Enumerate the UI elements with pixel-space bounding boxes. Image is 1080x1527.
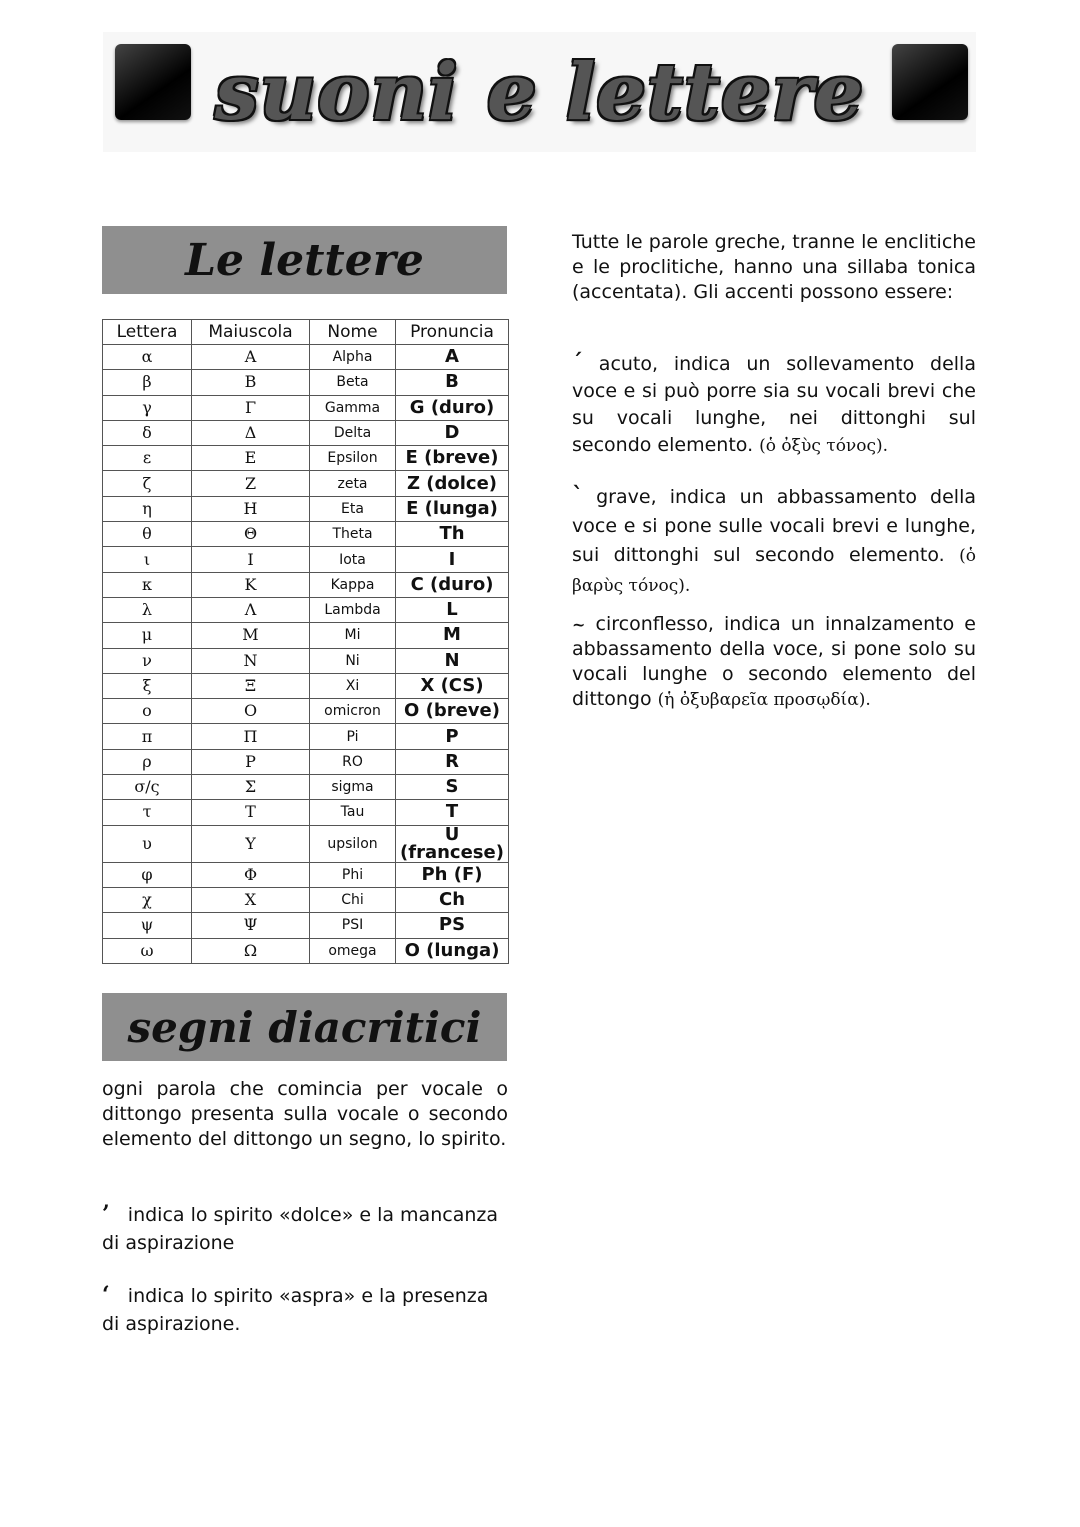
name-cell: omicron xyxy=(310,699,396,724)
table-row xyxy=(103,825,509,862)
name-cell: omega xyxy=(310,938,396,963)
lowercase-cell: γ xyxy=(103,395,192,420)
name-cell: Kappa xyxy=(310,572,396,597)
name-cell: Lambda xyxy=(310,597,396,622)
accent-acute xyxy=(572,350,976,460)
pronunciation-cell: Ch xyxy=(396,887,509,912)
accent-circumflex xyxy=(572,612,976,713)
smooth-breathing-icon: ’ xyxy=(102,1201,110,1227)
uppercase-cell: Χ xyxy=(192,887,310,912)
rough-breathing-icon: ‘ xyxy=(102,1282,110,1308)
lowercase-cell: ψ xyxy=(103,913,192,938)
lowercase-cell: φ xyxy=(103,862,192,887)
page-title: suoni e lettere xyxy=(214,46,865,138)
pronunciation-cell: P xyxy=(396,724,509,749)
table-row xyxy=(103,887,509,912)
pronunciation-cell: Ph (F) xyxy=(396,862,509,887)
table-row xyxy=(103,547,509,572)
lowercase-cell: θ xyxy=(103,522,192,547)
uppercase-cell: Θ xyxy=(192,522,310,547)
uppercase-cell: Τ xyxy=(192,800,310,825)
spirit-smooth xyxy=(102,1200,508,1257)
column-header: Nome xyxy=(310,320,396,345)
table-body xyxy=(103,345,509,964)
pronunciation-cell: E (lunga) xyxy=(396,496,509,521)
lowercase-cell: ξ xyxy=(103,673,192,698)
table-row xyxy=(103,648,509,673)
uppercase-cell: Ε xyxy=(192,446,310,471)
name-cell: Theta xyxy=(310,522,396,547)
diacritics-intro-block xyxy=(102,1077,508,1152)
table-row xyxy=(103,597,509,622)
name-cell: Gamma xyxy=(310,395,396,420)
accent-circumflex-greek: (ἡ ὀξυβαρεῖα προσῳδία). xyxy=(657,690,871,710)
uppercase-cell: Ν xyxy=(192,648,310,673)
spirit-smooth-text: indica lo spirito «dolce» e la mancanza di aspirazione xyxy=(102,1204,498,1254)
pronunciation-cell: I xyxy=(396,547,509,572)
accents-intro: Tutte le parole greche, tranne le enclitiche e le proclitiche, hanno una sillaba tonica (accentata). Gli accenti possono essere: xyxy=(572,231,976,303)
name-cell: PSI xyxy=(310,913,396,938)
lowercase-cell: χ xyxy=(103,887,192,912)
lowercase-cell: π xyxy=(103,724,192,749)
accent-grave-text: grave, indica un abbassamento della voce e si pone sulle vocali brevi e lunghe, sui dittonghi sul secondo elemento. xyxy=(572,486,977,566)
table-row xyxy=(103,496,509,521)
table-row xyxy=(103,913,509,938)
accent-grave-greek: (ὁ βαρὺς τόνος). xyxy=(572,546,976,596)
lowercase-cell: ν xyxy=(103,648,192,673)
uppercase-cell: Β xyxy=(192,370,310,395)
name-cell: Alpha xyxy=(310,345,396,370)
circumflex-accent-icon: ~ xyxy=(572,615,586,634)
name-cell: RO xyxy=(310,749,396,774)
lowercase-cell: δ xyxy=(103,420,192,445)
uppercase-cell: Ρ xyxy=(192,749,310,774)
table-row xyxy=(103,673,509,698)
uppercase-cell: Α xyxy=(192,345,310,370)
pronunciation-cell: Z (dolce) xyxy=(396,471,509,496)
uppercase-cell: Ξ xyxy=(192,673,310,698)
name-cell: zeta xyxy=(310,471,396,496)
uppercase-cell: Ψ xyxy=(192,913,310,938)
pronunciation-cell: S xyxy=(396,775,509,800)
lowercase-cell: ρ xyxy=(103,749,192,774)
pronunciation-cell: B xyxy=(396,370,509,395)
table-row xyxy=(103,446,509,471)
name-cell: upsilon xyxy=(310,825,396,862)
table-row xyxy=(103,420,509,445)
pronunciation-cell: Th xyxy=(396,522,509,547)
accent-grave xyxy=(572,482,976,601)
letters-heading: Le lettere xyxy=(102,226,507,294)
lowercase-cell: ι xyxy=(103,547,192,572)
spirit-rough xyxy=(102,1281,508,1338)
uppercase-cell: Υ xyxy=(192,825,310,862)
column-header: Pronuncia xyxy=(396,320,509,345)
table-row xyxy=(103,862,509,887)
pronunciation-cell: O (breve) xyxy=(396,699,509,724)
lowercase-cell: σ/ς xyxy=(103,775,192,800)
lowercase-cell: ω xyxy=(103,938,192,963)
name-cell: Ni xyxy=(310,648,396,673)
pronunciation-cell: A xyxy=(396,345,509,370)
uppercase-cell: Ω xyxy=(192,938,310,963)
table-row xyxy=(103,699,509,724)
name-cell: Eta xyxy=(310,496,396,521)
lowercase-cell: λ xyxy=(103,597,192,622)
uppercase-cell: Π xyxy=(192,724,310,749)
title-banner xyxy=(103,32,976,152)
pronunciation-cell: O (lunga) xyxy=(396,938,509,963)
pronunciation-cell: M xyxy=(396,623,509,648)
spirit-rough-text: indica lo spirito «aspra» e la presenza di aspirazione. xyxy=(102,1285,489,1335)
lowercase-cell: ο xyxy=(103,699,192,724)
table-row xyxy=(103,572,509,597)
table-row xyxy=(103,800,509,825)
name-cell: Xi xyxy=(310,673,396,698)
name-cell: Phi xyxy=(310,862,396,887)
greek-alphabet-table xyxy=(102,319,509,964)
diacritics-intro: ogni parola che comincia per vocale o dittongo presenta sulla vocale o secondo elemento del dittongo un segno, lo spirito. xyxy=(102,1078,508,1150)
table-row xyxy=(103,775,509,800)
pronunciation-cell: G (duro) xyxy=(396,395,509,420)
table-row xyxy=(103,938,509,963)
pronunciation-cell: U (francese) xyxy=(396,825,509,862)
pronunciation-cell: D xyxy=(396,420,509,445)
uppercase-cell: Μ xyxy=(192,623,310,648)
uppercase-cell: Ο xyxy=(192,699,310,724)
table-row xyxy=(103,370,509,395)
grave-accent-icon: ` xyxy=(572,483,583,509)
name-cell: Beta xyxy=(310,370,396,395)
name-cell: Chi xyxy=(310,887,396,912)
uppercase-cell: Ι xyxy=(192,547,310,572)
pronunciation-cell: E (breve) xyxy=(396,446,509,471)
table-row xyxy=(103,623,509,648)
uppercase-cell: Φ xyxy=(192,862,310,887)
table-row xyxy=(103,749,509,774)
diacritics-heading: segni diacritici xyxy=(102,993,507,1061)
pronunciation-cell: R xyxy=(396,749,509,774)
uppercase-cell: Η xyxy=(192,496,310,521)
table-row xyxy=(103,395,509,420)
pronunciation-cell: C (duro) xyxy=(396,572,509,597)
black-square-icon xyxy=(892,44,968,120)
pronunciation-cell: PS xyxy=(396,913,509,938)
accent-acute-greek: (ὁ ὀξὺς τόνος). xyxy=(759,436,889,456)
lowercase-cell: ζ xyxy=(103,471,192,496)
table-header-row xyxy=(103,320,509,345)
lowercase-cell: κ xyxy=(103,572,192,597)
uppercase-cell: Λ xyxy=(192,597,310,622)
accents-section xyxy=(572,230,976,305)
name-cell: sigma xyxy=(310,775,396,800)
name-cell: Iota xyxy=(310,547,396,572)
uppercase-cell: Δ xyxy=(192,420,310,445)
column-header: Lettera xyxy=(103,320,192,345)
name-cell: Epsilon xyxy=(310,446,396,471)
pronunciation-cell: L xyxy=(396,597,509,622)
acute-accent-icon: ´ xyxy=(572,350,583,376)
lowercase-cell: β xyxy=(103,370,192,395)
lowercase-cell: α xyxy=(103,345,192,370)
table-row xyxy=(103,522,509,547)
name-cell: Delta xyxy=(310,420,396,445)
table-row xyxy=(103,471,509,496)
lowercase-cell: ε xyxy=(103,446,192,471)
name-cell: Pi xyxy=(310,724,396,749)
lowercase-cell: υ xyxy=(103,825,192,862)
black-square-icon xyxy=(115,44,191,120)
pronunciation-cell: T xyxy=(396,800,509,825)
pronunciation-cell: X (CS) xyxy=(396,673,509,698)
name-cell: Tau xyxy=(310,800,396,825)
uppercase-cell: Γ xyxy=(192,395,310,420)
table-row xyxy=(103,724,509,749)
lowercase-cell: η xyxy=(103,496,192,521)
uppercase-cell: Ζ xyxy=(192,471,310,496)
name-cell: Mi xyxy=(310,623,396,648)
table-row xyxy=(103,345,509,370)
lowercase-cell: μ xyxy=(103,623,192,648)
uppercase-cell: Κ xyxy=(192,572,310,597)
uppercase-cell: Σ xyxy=(192,775,310,800)
accent-acute-text: acuto, indica un sollevamento della voce e si può porre sia su vocali brevi che su vocali lunghe, nei dittonghi sul secondo elemento. xyxy=(572,353,976,456)
accent-circumflex-text: circonflesso, indica un innalzamento e abbassamento della voce, si pone solo su vocali lunghe o secondo elemento del dittongo xyxy=(572,613,977,710)
lowercase-cell: τ xyxy=(103,800,192,825)
column-header: Maiuscola xyxy=(192,320,310,345)
pronunciation-cell: N xyxy=(396,648,509,673)
